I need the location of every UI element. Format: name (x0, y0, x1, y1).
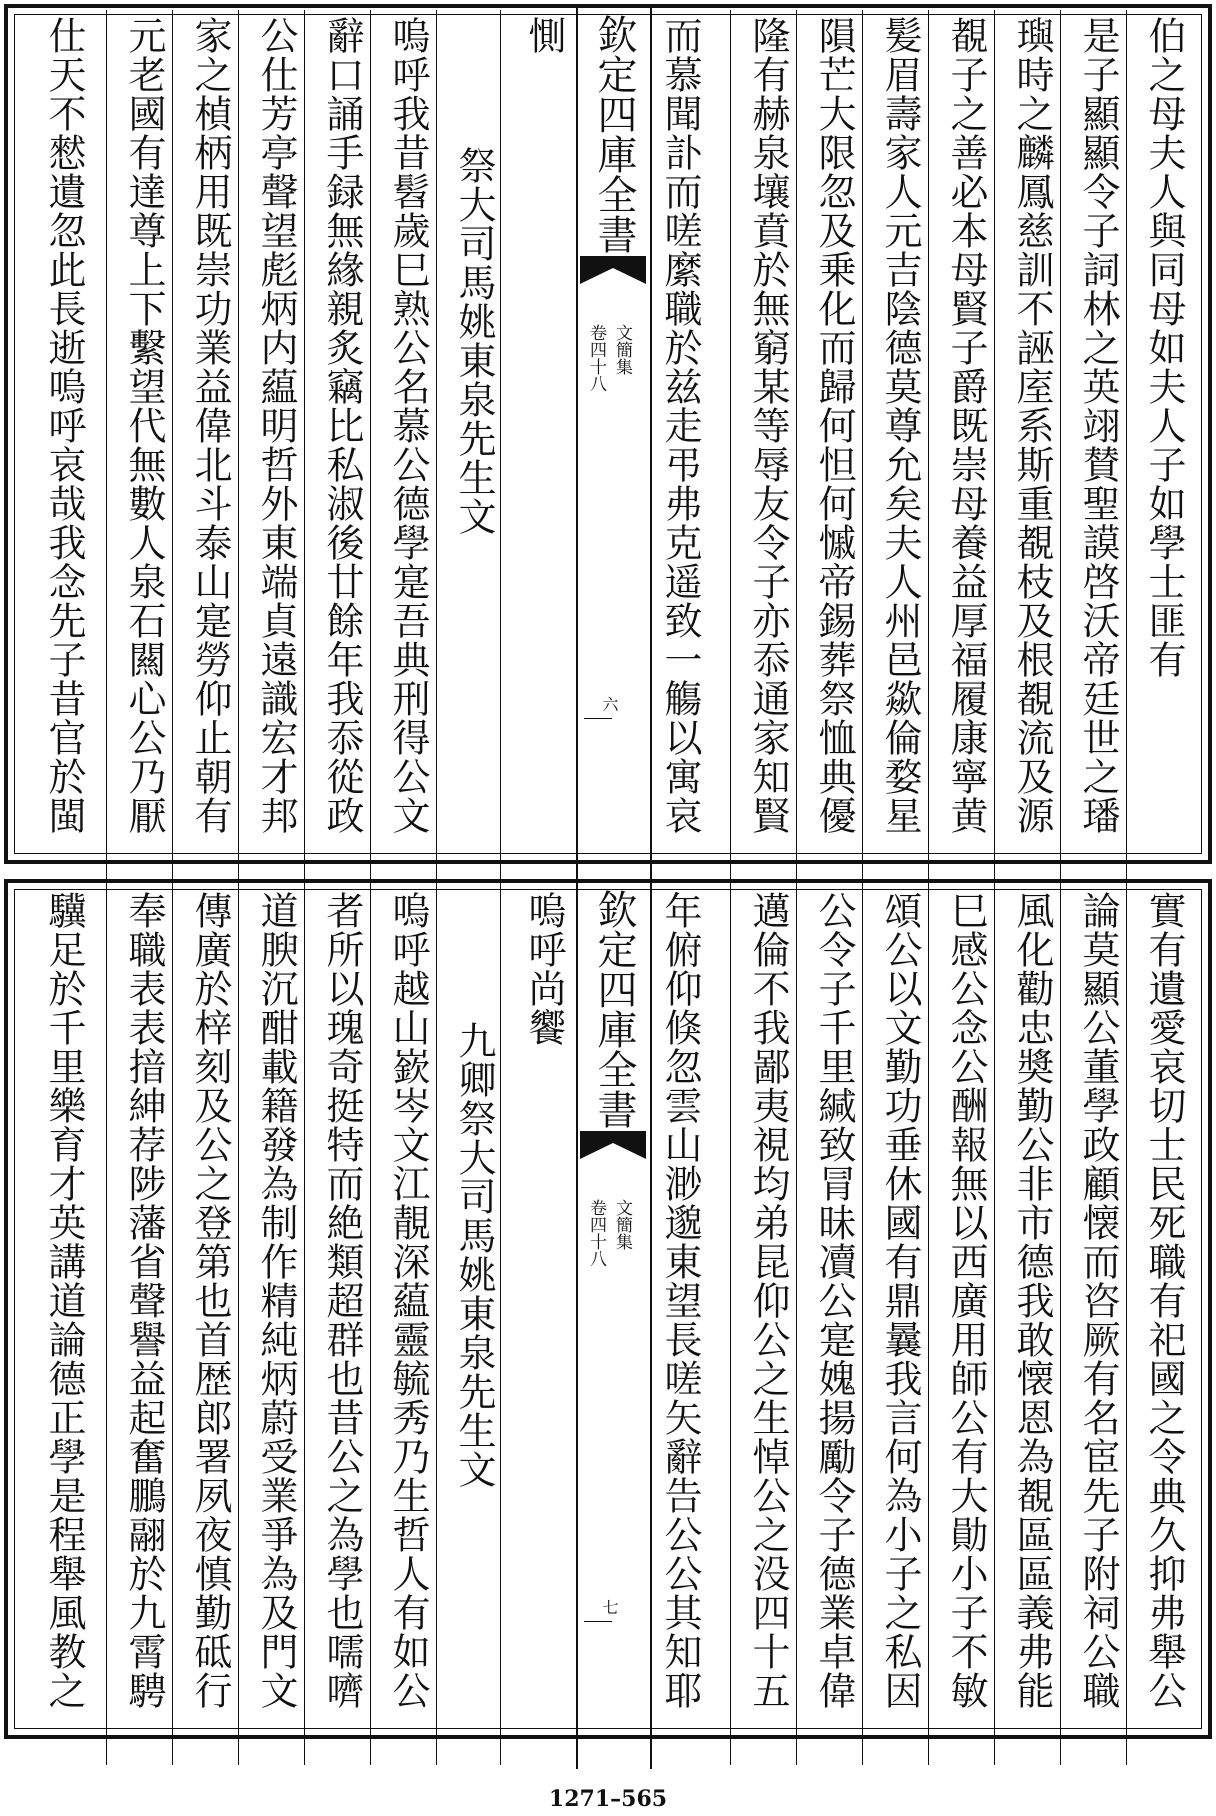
text-column: 頌公以文勤功垂休國有鼎曩我言何為小子之私因 (878, 891, 922, 1710)
text-column: 驥足於千里樂育才英講道論德正學是程舉風教之 (42, 891, 86, 1710)
spine-volume: 卷四十八 (586, 1199, 606, 1267)
text-column: 實有遺愛哀切士民死職有祀國之令典久抑弗舉公 (1142, 891, 1186, 1710)
section-heading: 九卿祭大司馬姚東泉先生文 (452, 1021, 496, 1489)
spine-title: 欽定四庫全書 (591, 14, 637, 254)
text-column: 傳廣於梓刻及公之登第也首歴郎署夙夜慎勤砥行 (188, 891, 232, 1710)
text-column: 伯之母夫人與同母如夫人子如學士匪有 (1142, 16, 1186, 679)
text-column: 而慕聞訃而嗟縻職於兹走弔弗克遥致一觴以寓哀 (658, 16, 702, 835)
text-column: 論莫顯公董學政顧懐而咨厥有名宦先子附祠公職 (1076, 891, 1120, 1710)
spine-volume: 卷四十八 (586, 324, 606, 392)
text-column: 奉職表表揞紳荐陟藩省聲譽益起奮鵬翮於九霄騁 (122, 891, 166, 1710)
fish-tail-mark (580, 256, 646, 286)
footer-page-code: 1271–565 (548, 1786, 668, 1812)
spine-book-name: 文簡集 (612, 324, 632, 375)
text-column: 巳感公念公酬報無以西廣用師公有大勛小子不敏 (944, 891, 988, 1710)
text-column: 者所以瑰奇挺特而絶類超群也昔公之為學也嚅嚌 (320, 891, 364, 1710)
bottom-page (0, 875, 1216, 1775)
top-page (0, 0, 1216, 900)
text-column: 嗚呼越山嶔岑文江靚深藴靈毓秀乃生哲人有如公 (386, 891, 430, 1710)
text-column: 公令子千里緘致冐昧凟公寔媿揚勵令子德業卓偉 (812, 891, 856, 1710)
text-column: 風化勸忠奬勤公非市德我敢懐恩為覩區區義弗能 (1010, 891, 1054, 1710)
book-spine (576, 881, 652, 1769)
text-column: 公仕芳亭聲望彪炳内藴明哲外東端貞遠識宏才邦 (254, 16, 298, 835)
text-column: 璵時之麟鳳慈訓不誣庢系斯重覩枝及根覩流及源 (1010, 16, 1054, 835)
text-column: 仕天不憖遺忽此長逝嗚呼哀哉我念先子昔官於閩 (42, 16, 86, 835)
text-column: 隕芒大限忽及乗化而歸何怛何慽帝錫葬祭恤典優 (812, 16, 856, 835)
spine-book-name: 文簡集 (612, 1199, 632, 1250)
spine-title: 欽定四庫全書 (591, 889, 637, 1129)
page-number: 六 (600, 696, 619, 712)
text-column: 年俯仰倏忽雲山渺邈東望長嗟矢辭告公公其知耶 (658, 891, 702, 1710)
text-column: 邁倫不我鄙夷視均弟昆仰公之生悼公之没四十五 (746, 891, 790, 1710)
text-column: 辭口誦手録無緣親炙竊比私淑後廿餘年我忝從政 (320, 16, 364, 835)
text-column: 家之楨柄用既崇功業益偉北斗泰山寔勞仰止朝有 (188, 16, 232, 835)
text-column: 元老國有達尊上下繫望代無數人泉石闗心公乃厭 (122, 16, 166, 835)
fish-tail-mark (580, 1131, 646, 1161)
text-column: 髪眉壽家人元吉陰德莫尊允矣夫人州邑歘倫婺星 (878, 16, 922, 835)
text-column: 嗚呼我昔髫歲巳熟公名慕公德學寔吾典刑得公文 (386, 16, 430, 835)
text-column: 嗚呼尚饗 (522, 891, 566, 1047)
text-column: 惻 (522, 16, 566, 55)
book-spine (576, 6, 652, 894)
text-column: 隆有赫泉壤賁於無窮某等辱友令子亦忝通家知賢 (746, 16, 790, 835)
page-number: 七 (600, 1599, 619, 1615)
text-column: 覩子之善必本母賢子爵既崇母養益厚福履康寧黄 (944, 16, 988, 835)
text-column: 是子顯顯令子詞林之英翊賛聖謨啓沃帝廷世之璠 (1076, 16, 1120, 835)
text-column: 道腴沉酣載籍發為制作精純炳蔚受業爭為及門文 (254, 891, 298, 1710)
section-heading: 祭大司馬姚東泉先生文 (452, 146, 496, 536)
